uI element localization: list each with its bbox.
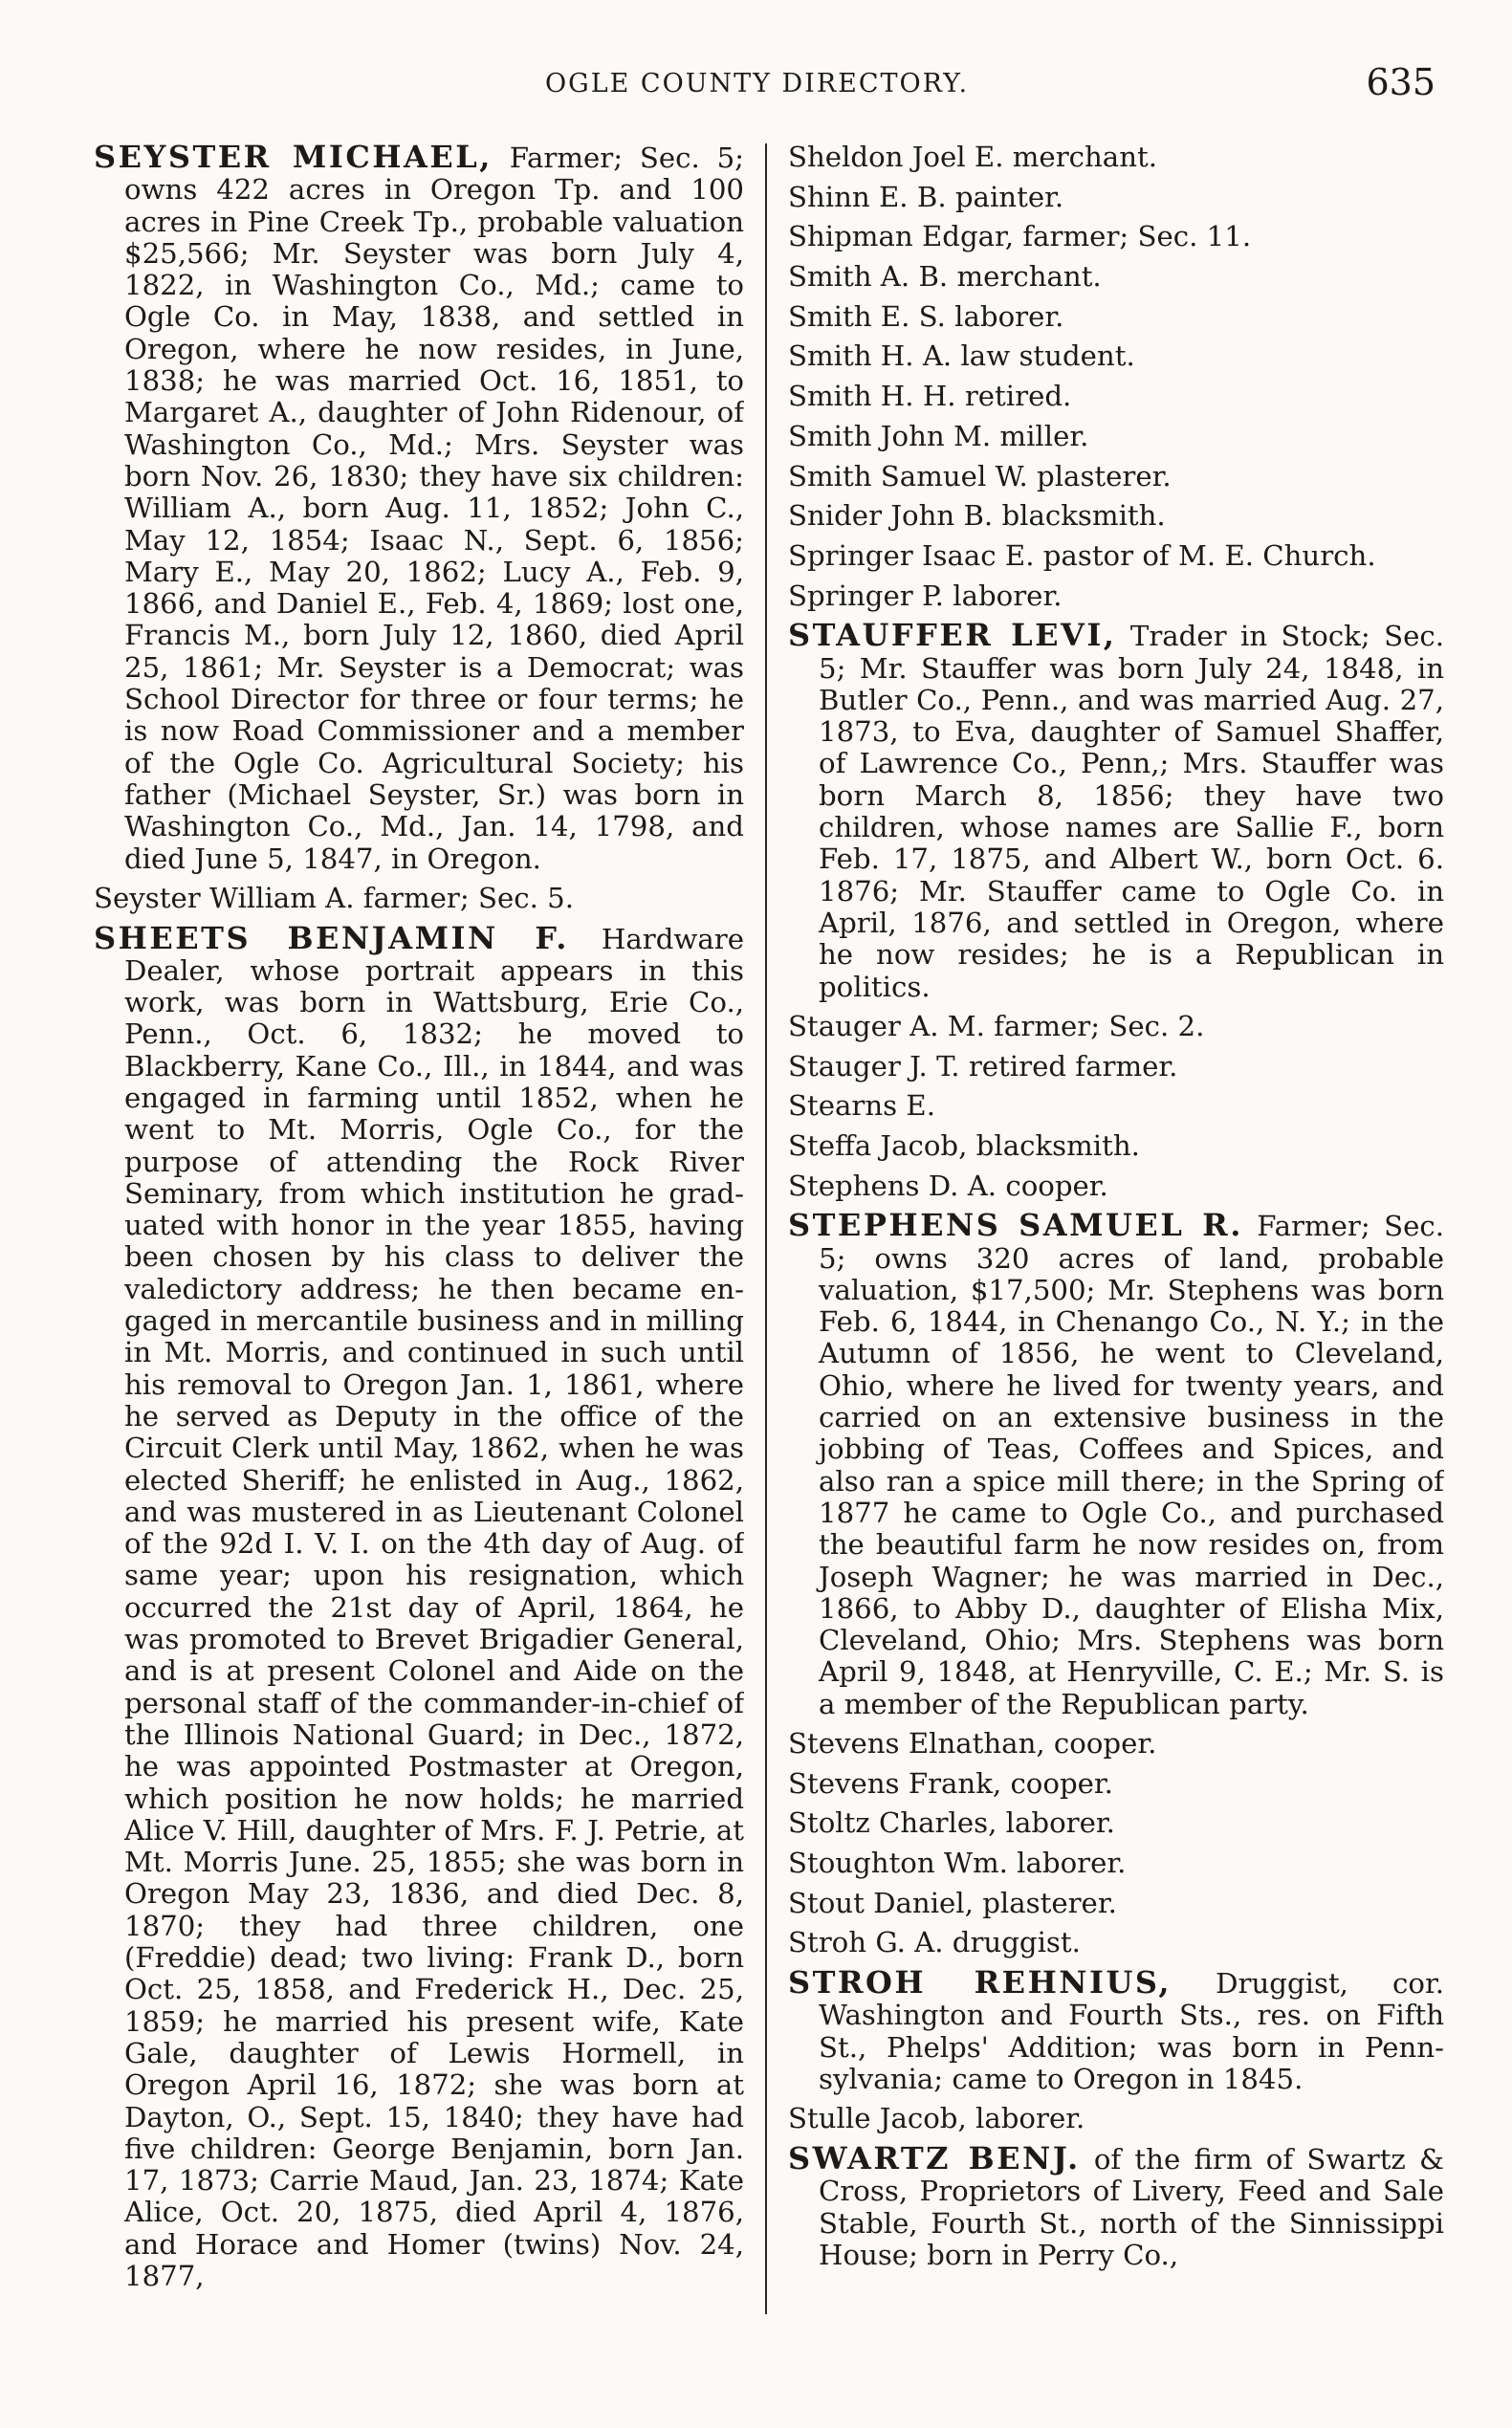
directory-listing: Shinn E. B. painter.: [788, 180, 1064, 213]
directory-listing: Stevens Elnathan, cooper.: [788, 1727, 1157, 1760]
running-title: OGLE COUNTY DIRECTORY.: [545, 69, 970, 98]
directory-listing: Sheldon Joel E. merchant.: [788, 142, 1158, 173]
biography-entry: [94, 919, 744, 2293]
directory-listing: Stevens Frank, cooper.: [788, 1766, 1113, 1800]
directory-listing: Seyster William A. farmer; Sec. 5.: [94, 881, 574, 914]
directory-listing: Smith John M. miller.: [788, 419, 1089, 452]
directory-listing: Smith H. H. retired.: [788, 380, 1072, 413]
page-number: 635: [1366, 61, 1435, 103]
directory-listing: Shipman Edgar, farmer; Sec. 11.: [788, 220, 1252, 253]
biography-entry: [788, 617, 1444, 1003]
entry-name: SEYSTER MICHAEL,: [94, 142, 493, 175]
directory-listing: Stearns E.: [788, 1089, 935, 1123]
directory-listing: Smith Samuel W. plasterer.: [788, 459, 1172, 492]
biography-entry: [788, 1207, 1444, 1720]
directory-listing: Stoughton Wm. laborer.: [788, 1847, 1127, 1880]
directory-listing: Springer P. laborer.: [788, 579, 1063, 612]
biography-entry: [94, 142, 744, 875]
entry-text: Hardware Dealer, whose portrait appears in this work, was born in Wattsburg, Erie Co., Penn., Oct. 6, 1832; he moved to Blackberry, Kane Co., Ill., in 1844, and was engaged in farming until 1852, when he went to Mt. Morris, Ogle Co., for the purpose of attending the Rock River Seminary, from which institution he graduated with honor in the year 1855, having been chosen by his class to deliver the valedictory address; he then became engaged in mercantile business and in milling in Mt. Morris, and continued in such until his removal to Oregon Jan. 1, 1861, where he served as Deputy in the office of the Circuit Clerk until May, 1862, when he was elected Sheriff; he enlisted in Aug., 1862, and was mustered in as Lieutenant Colonel of the 92d I. V. I. on the 4th day of Aug. of same year; upon his resignation, which occurred the 21st day of April, 1864, he was promoted to Brevet Brigadier General, and is at present Colonel and Aide on the personal staff of the commander-in-chief of the Illinois National Guard; in Dec., 1872, he was appointed Postmaster at Oregon, which position he now holds; he married Alice V. Hill, daughter of Mrs. F. J. Petrie, at Mt. Morris June. 25, 1855; she was born in Oregon May 23, 1836, and died Dec. 8, 1870; they had three children, one (Freddie) dead; two living: Frank D., born Oct. 25, 1858, and Frederick H., Dec. 25, 1859; he married his present wife, Kate Gale, daughter of Lewis Hormell, in Oregon April 16, 1872; she was born at Dayton, O., Sept. 15, 1840; they have had five children: George Benjamin, born Jan. 17, 1873; Carrie Maud, Jan. 23, 1874; Kate Alice, Oct. 20, 1875, died April 4, 1876, and Horace and Homer (twins) Nov. 24, 1877,: [124, 922, 744, 2292]
entry-text: of the firm of Swartz & Cross, Proprietors of Livery, Feed and Sale Stable, Fourth St., north of the Sinnissippi House; born in Perry Co.,: [819, 2143, 1444, 2271]
entry-text: Druggist, cor. Washington and Fourth Sts., res. on Fifth St., Phelps' Addition; was born in Pennsylvania; came to Oregon in 1845.: [819, 1967, 1444, 2096]
directory-listing: Smith H. A. law student.: [788, 339, 1135, 373]
entry-text: Farmer; Sec. 5; owns 320 acres of land, probable valuation, $17,500; Mr. Stephens was born Feb. 6, 1844, in Chenango Co., N. Y.; in the Autumn of 1856, he went to Cleveland, Ohio, where he lived for twenty years, and carried on an extensive business in the jobbing of Teas, Coffees and Spices, and also ran a spice mill there; in the Spring of 1877 he came to Ogle Co., and purchased the beautiful farm he now resides on, from Joseph Wagner; he was married in Dec., 1866, to Abby D., daughter of Elisha Mix, Cleveland, Ohio; Mrs. Stephens was born April 9, 1848, at Henryville, C. E.; Mr. S. is a member of the Republican party.: [819, 1210, 1444, 1720]
entry-name: STAUFFER LEVI,: [788, 617, 1117, 654]
entry-text: Farmer; Sec. 5; owns 422 acres in Oregon Tp. and 100 acres in Pine Creek Tp., probable valuation $25,566; Mr. Seyster was born July 4, 1822, in Washington Co., Md.; came to Ogle Co. in May, 1838, and settled in Oregon, where he now resides, in June, 1838; he was married Oct. 16, 1851, to Margaret A., daughter of John Ridenour, of Washington Co., Md.; Mrs. Seyster was born Nov. 26, 1830; they have six children: William A., born Aug. 11, 1852; John C., May 12, 1854; Isaac N., Sept. 6, 1856; Mary E., May 20, 1862; Lucy A., Feb. 9, 1866, and Daniel E., Feb. 4, 1869; lost one, Francis M., born July 12, 1860, died April 25, 1861; Mr. Seyster is a Democrat; was School Director for three or four terms; he is now Road Commissioner and a member of the Ogle Co. Agricultural Society; his father (Michael Seyster, Sr.) was born in Washington Co., Md., Jan. 14, 1798, and died June 5, 1847, in Oregon.: [124, 142, 744, 875]
directory-listing: Stephens D. A. cooper.: [788, 1169, 1108, 1202]
directory-listing: Steffa Jacob, blacksmith.: [788, 1128, 1140, 1162]
directory-listing: Snider John B. blacksmith.: [788, 499, 1166, 533]
entry-name: STROH REHNIUS,: [788, 1964, 1172, 2001]
page-header: [86, 59, 1435, 117]
entry-name: SWARTZ BENJ.: [788, 2140, 1081, 2176]
biography-entry: [788, 1964, 1444, 2096]
column-divider: [765, 143, 767, 2314]
directory-listing: Stout Daniel, plasterer.: [788, 1886, 1117, 1919]
biography-entry: [788, 2140, 1444, 2271]
directory-listing: Smith A. B. merchant.: [788, 260, 1102, 294]
directory-listing: Stauger J. T. retired farmer.: [788, 1049, 1178, 1083]
directory-listing: Smith E. S. laborer.: [788, 299, 1064, 333]
entry-name: STEPHENS SAMUEL R.: [788, 1207, 1243, 1244]
directory-listing: Stauger A. M. farmer; Sec. 2.: [788, 1009, 1205, 1042]
entry-text: Trader in Stock; Sec. 5; Mr. Stauffer was born July 24, 1848, in Butler Co., Penn., and was married Aug. 27, 1873, to Eva, daughter of Samuel Shaffer, of Lawrence Co., Penn,; Mrs. Stauffer was born March 8, 1856; they have two children, whose names are Sallie F., born Feb. 17, 1875, and Albert W., born Oct. 6. 1876; Mr. Stauffer came to Ogle Co. in April, 1876, and settled in Oregon, where he now resides; he is a Republican in politics.: [819, 620, 1444, 1003]
directory-listing: Springer Isaac E. pastor of M. E. Church.: [788, 538, 1376, 572]
directory-listing: Stroh G. A. druggist.: [788, 1926, 1081, 1959]
entry-name: SHEETS BENJAMIN F.: [94, 919, 569, 956]
directory-listing: Stulle Jacob, laborer.: [788, 2102, 1085, 2135]
right-column: [788, 142, 1444, 2380]
directory-listing: Stoltz Charles, laborer.: [788, 1806, 1115, 1840]
left-column: [94, 142, 744, 2380]
